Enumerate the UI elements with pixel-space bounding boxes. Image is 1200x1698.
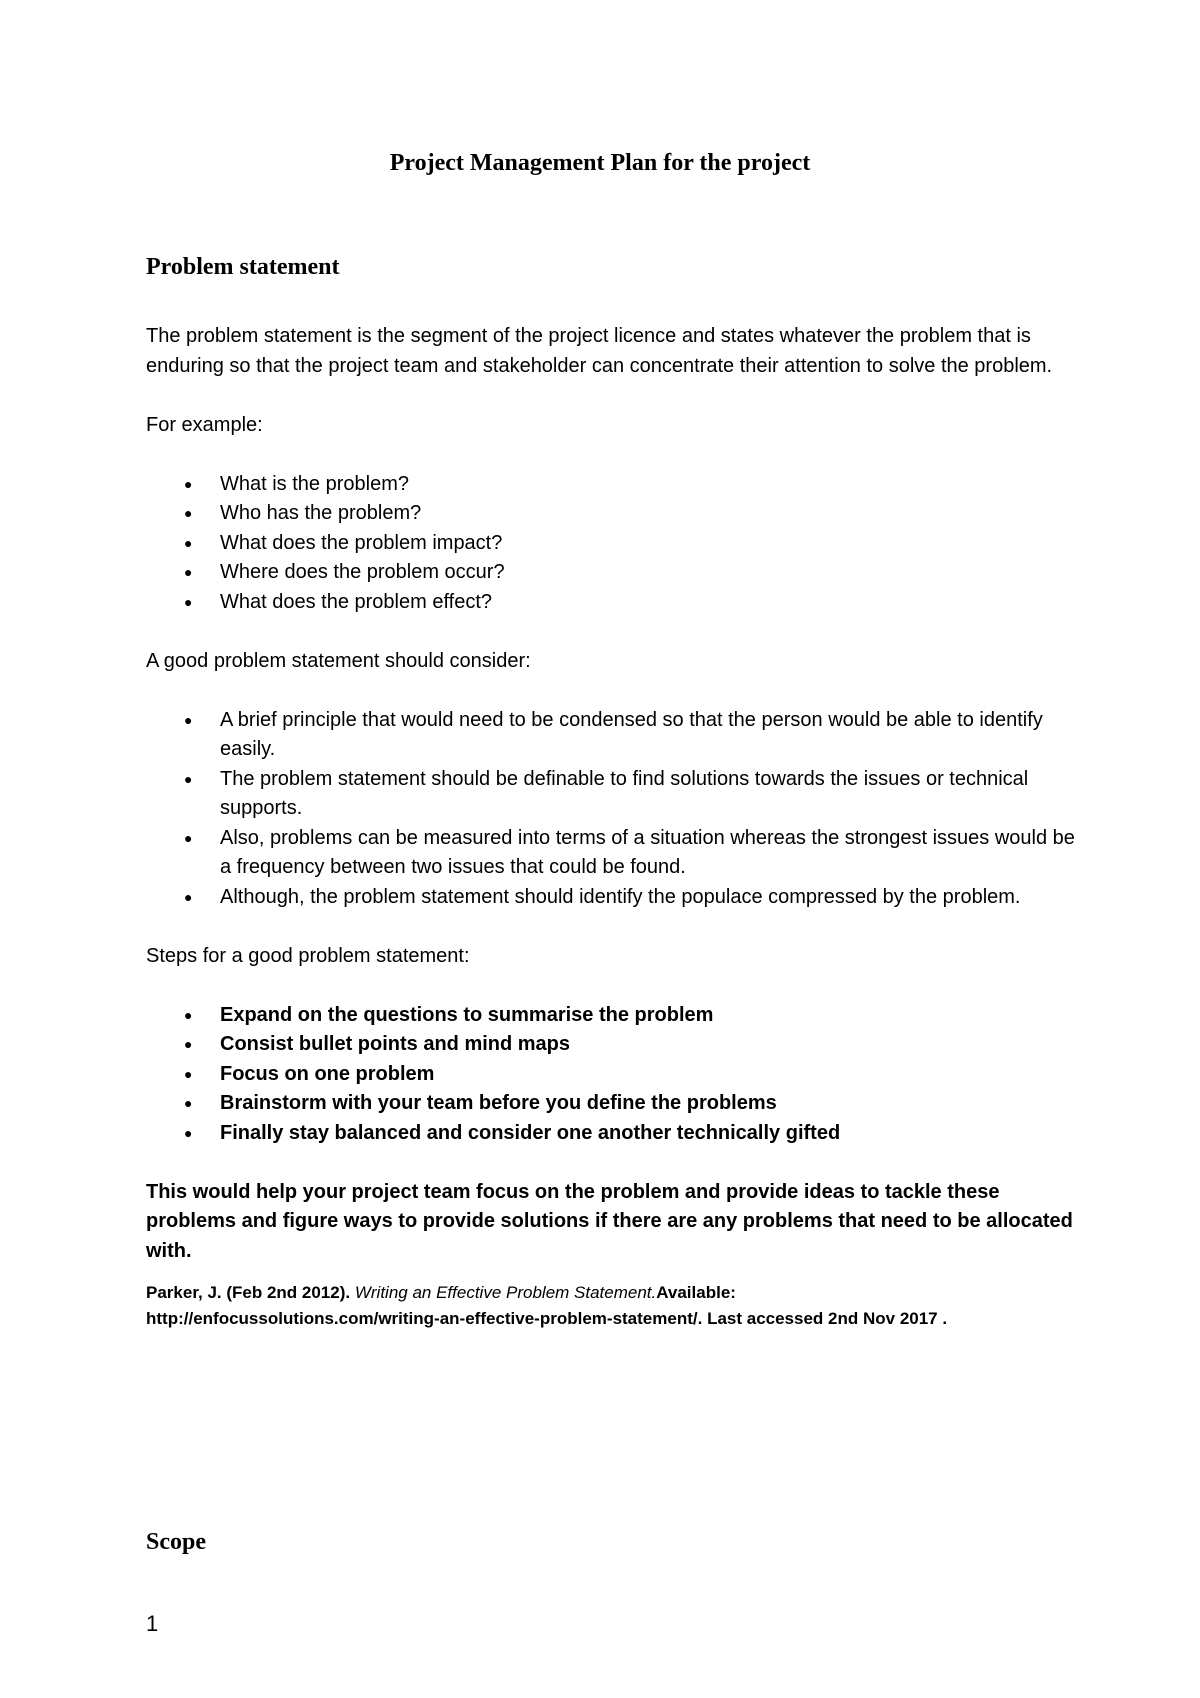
bullet-icon: ● — [184, 505, 193, 521]
bullet-icon: ● — [184, 1095, 193, 1111]
conclusion-paragraph: This would help your project team focus on the problem and provide ideas to tackle these problems and figure ways to provide solutions if there are any problems that need to be allocated with. — [146, 1180, 1073, 1262]
document-title: Project Management Plan for the project — [389, 150, 811, 176]
problem-statement-section — [146, 322, 1076, 1362]
problem-statement-heading: Problem statement — [146, 254, 340, 280]
list-item: ● What does the problem impact? — [146, 529, 1076, 559]
bullet-icon: ● — [184, 888, 193, 905]
steps-list — [146, 1001, 1076, 1149]
list-item: ● Where does the problem occur? — [146, 558, 1076, 588]
list-item: ● Finally stay balanced and consider one another technically gifted — [146, 1119, 1076, 1149]
list-item: ● Brainstorm with your team before you define the problems — [146, 1089, 1076, 1119]
page-number: 1 — [146, 1611, 159, 1636]
list-item: ● Also, problems can be measured into terms of a situation whereas the strongest issues would be a frequency between two issues that could be found. — [146, 824, 1076, 883]
list-item: ● The problem statement should be definable to find solutions towards the issues or technical supports. — [146, 765, 1076, 824]
bullet-icon: ● — [184, 475, 193, 492]
list-item: ● Although, the problem statement should identify the populace compressed by the problem. — [146, 883, 1076, 913]
bullet-icon: ● — [184, 770, 193, 787]
reference-title: Writing an Effective Problem Statement. — [354, 1283, 657, 1302]
bullet-icon: ● — [184, 593, 193, 610]
bullet-icon: ● — [184, 1065, 193, 1082]
list-item: ● Who has the problem? — [146, 499, 1076, 529]
bullet-icon: ● — [184, 1036, 193, 1052]
example-label: For example: — [146, 413, 263, 436]
list-item: ● Focus on one problem — [146, 1060, 1076, 1090]
list-item: ● What does the problem effect? — [146, 588, 1076, 618]
steps-label: Steps for a good problem statement: — [146, 944, 470, 967]
bullet-icon: ● — [184, 711, 193, 728]
reference-available-label: Available: — [656, 1283, 736, 1302]
scope-heading: Scope — [146, 1529, 206, 1555]
bullet-icon: ● — [184, 1006, 193, 1023]
examples-list — [146, 470, 1076, 618]
list-item: ● Expand on the questions to summarise the problem — [146, 1001, 1076, 1031]
bullet-icon: ● — [184, 829, 193, 846]
reference-url[interactable]: http://enfocussolutions.com/writing-an-effective-problem-statement/. — [146, 1309, 703, 1328]
reference-accessed: Last accessed 2nd Nov 2017 . — [707, 1309, 948, 1328]
considerations-list — [146, 706, 1076, 913]
list-item: ● Consist bullet points and mind maps — [146, 1030, 1076, 1060]
bullet-icon: ● — [184, 534, 193, 551]
reference-author-date: Parker, J. (Feb 2nd 2012). — [146, 1283, 351, 1302]
consider-label: A good problem statement should consider: — [146, 649, 531, 672]
list-item: ● A brief principle that would need to be condensed so that the person would be able to identify easily. — [146, 706, 1076, 765]
reference-citation — [146, 1280, 1076, 1332]
bullet-icon: ● — [184, 1124, 193, 1141]
list-item: ● What is the problem? — [146, 470, 1076, 500]
bullet-icon: ● — [184, 564, 193, 580]
problem-statement-intro: The problem statement is the segment of the project licence and states whatever the problem that is enduring so that the project team and stakeholder can concentrate their attention to solve the problem. — [146, 325, 1053, 377]
